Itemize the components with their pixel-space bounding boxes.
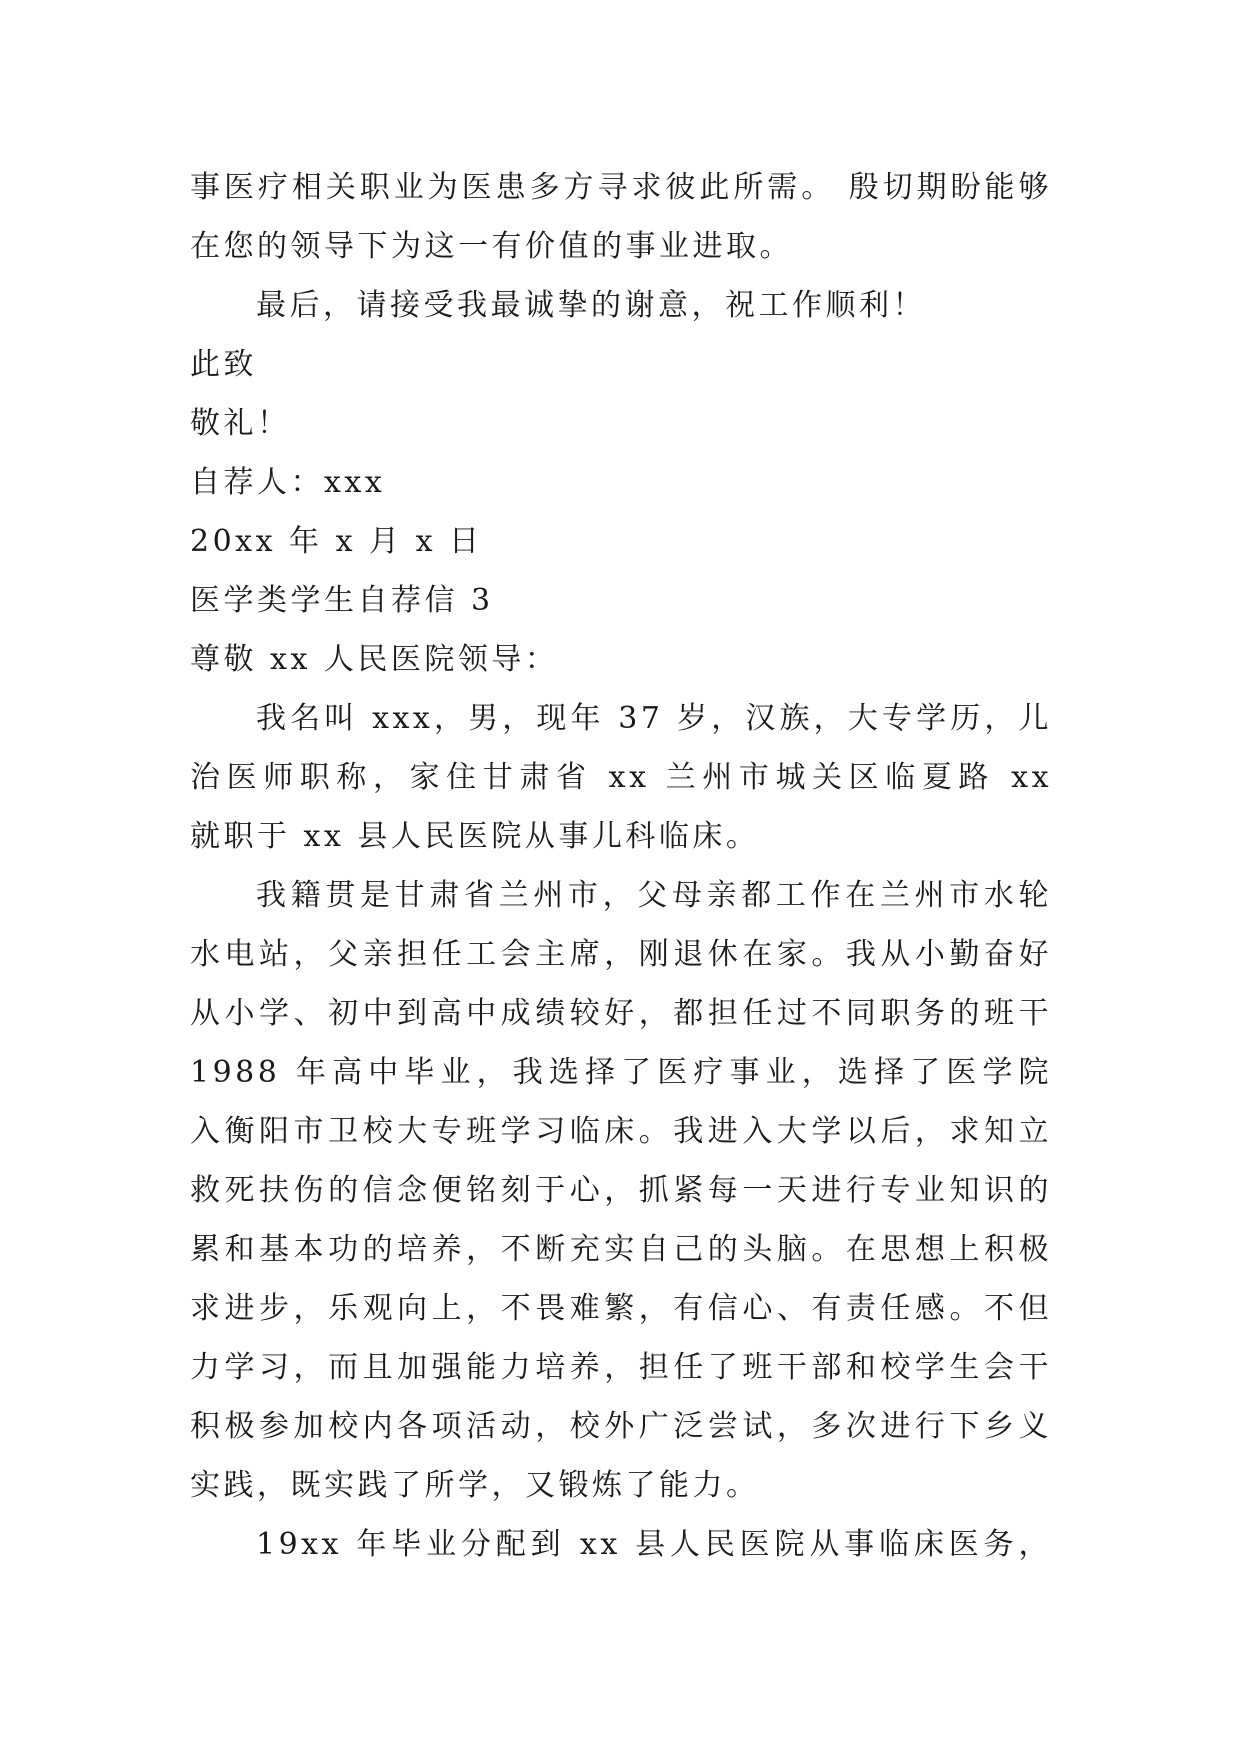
body-line: 19xx 年毕业分配到 xx 县人民医院从事临床医务， <box>256 1527 1052 1562</box>
body-line: 1988 年高中毕业，我选择了医疗事业，选择了医学院 <box>190 1055 1052 1090</box>
body-line: 力学习，而且加强能力培养，担任了班干部和校学生会干 <box>190 1350 1052 1385</box>
body-line: 实践，既实践了所学，又锻炼了能力。 <box>190 1468 760 1503</box>
document-page <box>190 158 1052 1574</box>
section-title: 医学类学生自荐信 3 <box>190 583 494 618</box>
body-line: 在您的领导下为这一有价值的事业进取。 <box>190 229 793 264</box>
body-line: 入衡阳市卫校大专班学习临床。我进入大学以后，求知立 <box>190 1114 1052 1149</box>
body-line: 从小学、初中到高中成绩较好，都担任过不同职务的班干 <box>190 996 1052 1031</box>
body-line: 积极参加校内各项活动，校外广泛尝试，多次进行下乡义 <box>190 1409 1052 1444</box>
signature-date: 20xx 年 x 月 x 日 <box>190 524 483 559</box>
body-line: 事医疗相关职业为医患多方寻求彼此所需。 殷切期盼能够 <box>190 170 1052 205</box>
closing-sentence: 最后，请接受我最诚挚的谢意，祝工作顺利！ <box>256 288 926 323</box>
body-line: 我名叫 xxx，男，现年 37 岁，汉族，大专学历，儿 <box>256 701 1052 736</box>
body-line: 累和基本功的培养，不断充实自己的头脑。在思想上积极 <box>190 1232 1052 1267</box>
body-line: 水电站，父亲担任工会主席，刚退休在家。我从小勤奋好 <box>190 937 1052 972</box>
body-line: 求进步，乐观向上，不畏难繁，有信心、有责任感。不但 <box>190 1291 1052 1326</box>
signature-name: 自荐人：xxx <box>190 465 386 500</box>
salutation-closing: 此致 <box>190 347 257 382</box>
letter-greeting: 尊敬 xx 人民医院领导： <box>190 642 559 677</box>
body-line: 我籍贯是甘肃省兰州市，父母亲都工作在兰州市水轮 <box>256 878 1052 913</box>
body-line: 救死扶伤的信念便铭刻于心，抓紧每一天进行专业知识的 <box>190 1173 1052 1208</box>
salutation-regards: 敬礼！ <box>190 406 291 441</box>
body-line: 就职于 xx 县人民医院从事儿科临床。 <box>190 819 760 854</box>
body-line: 治医师职称，家住甘肃省 xx 兰州市城关区临夏路 xx <box>190 760 1052 795</box>
